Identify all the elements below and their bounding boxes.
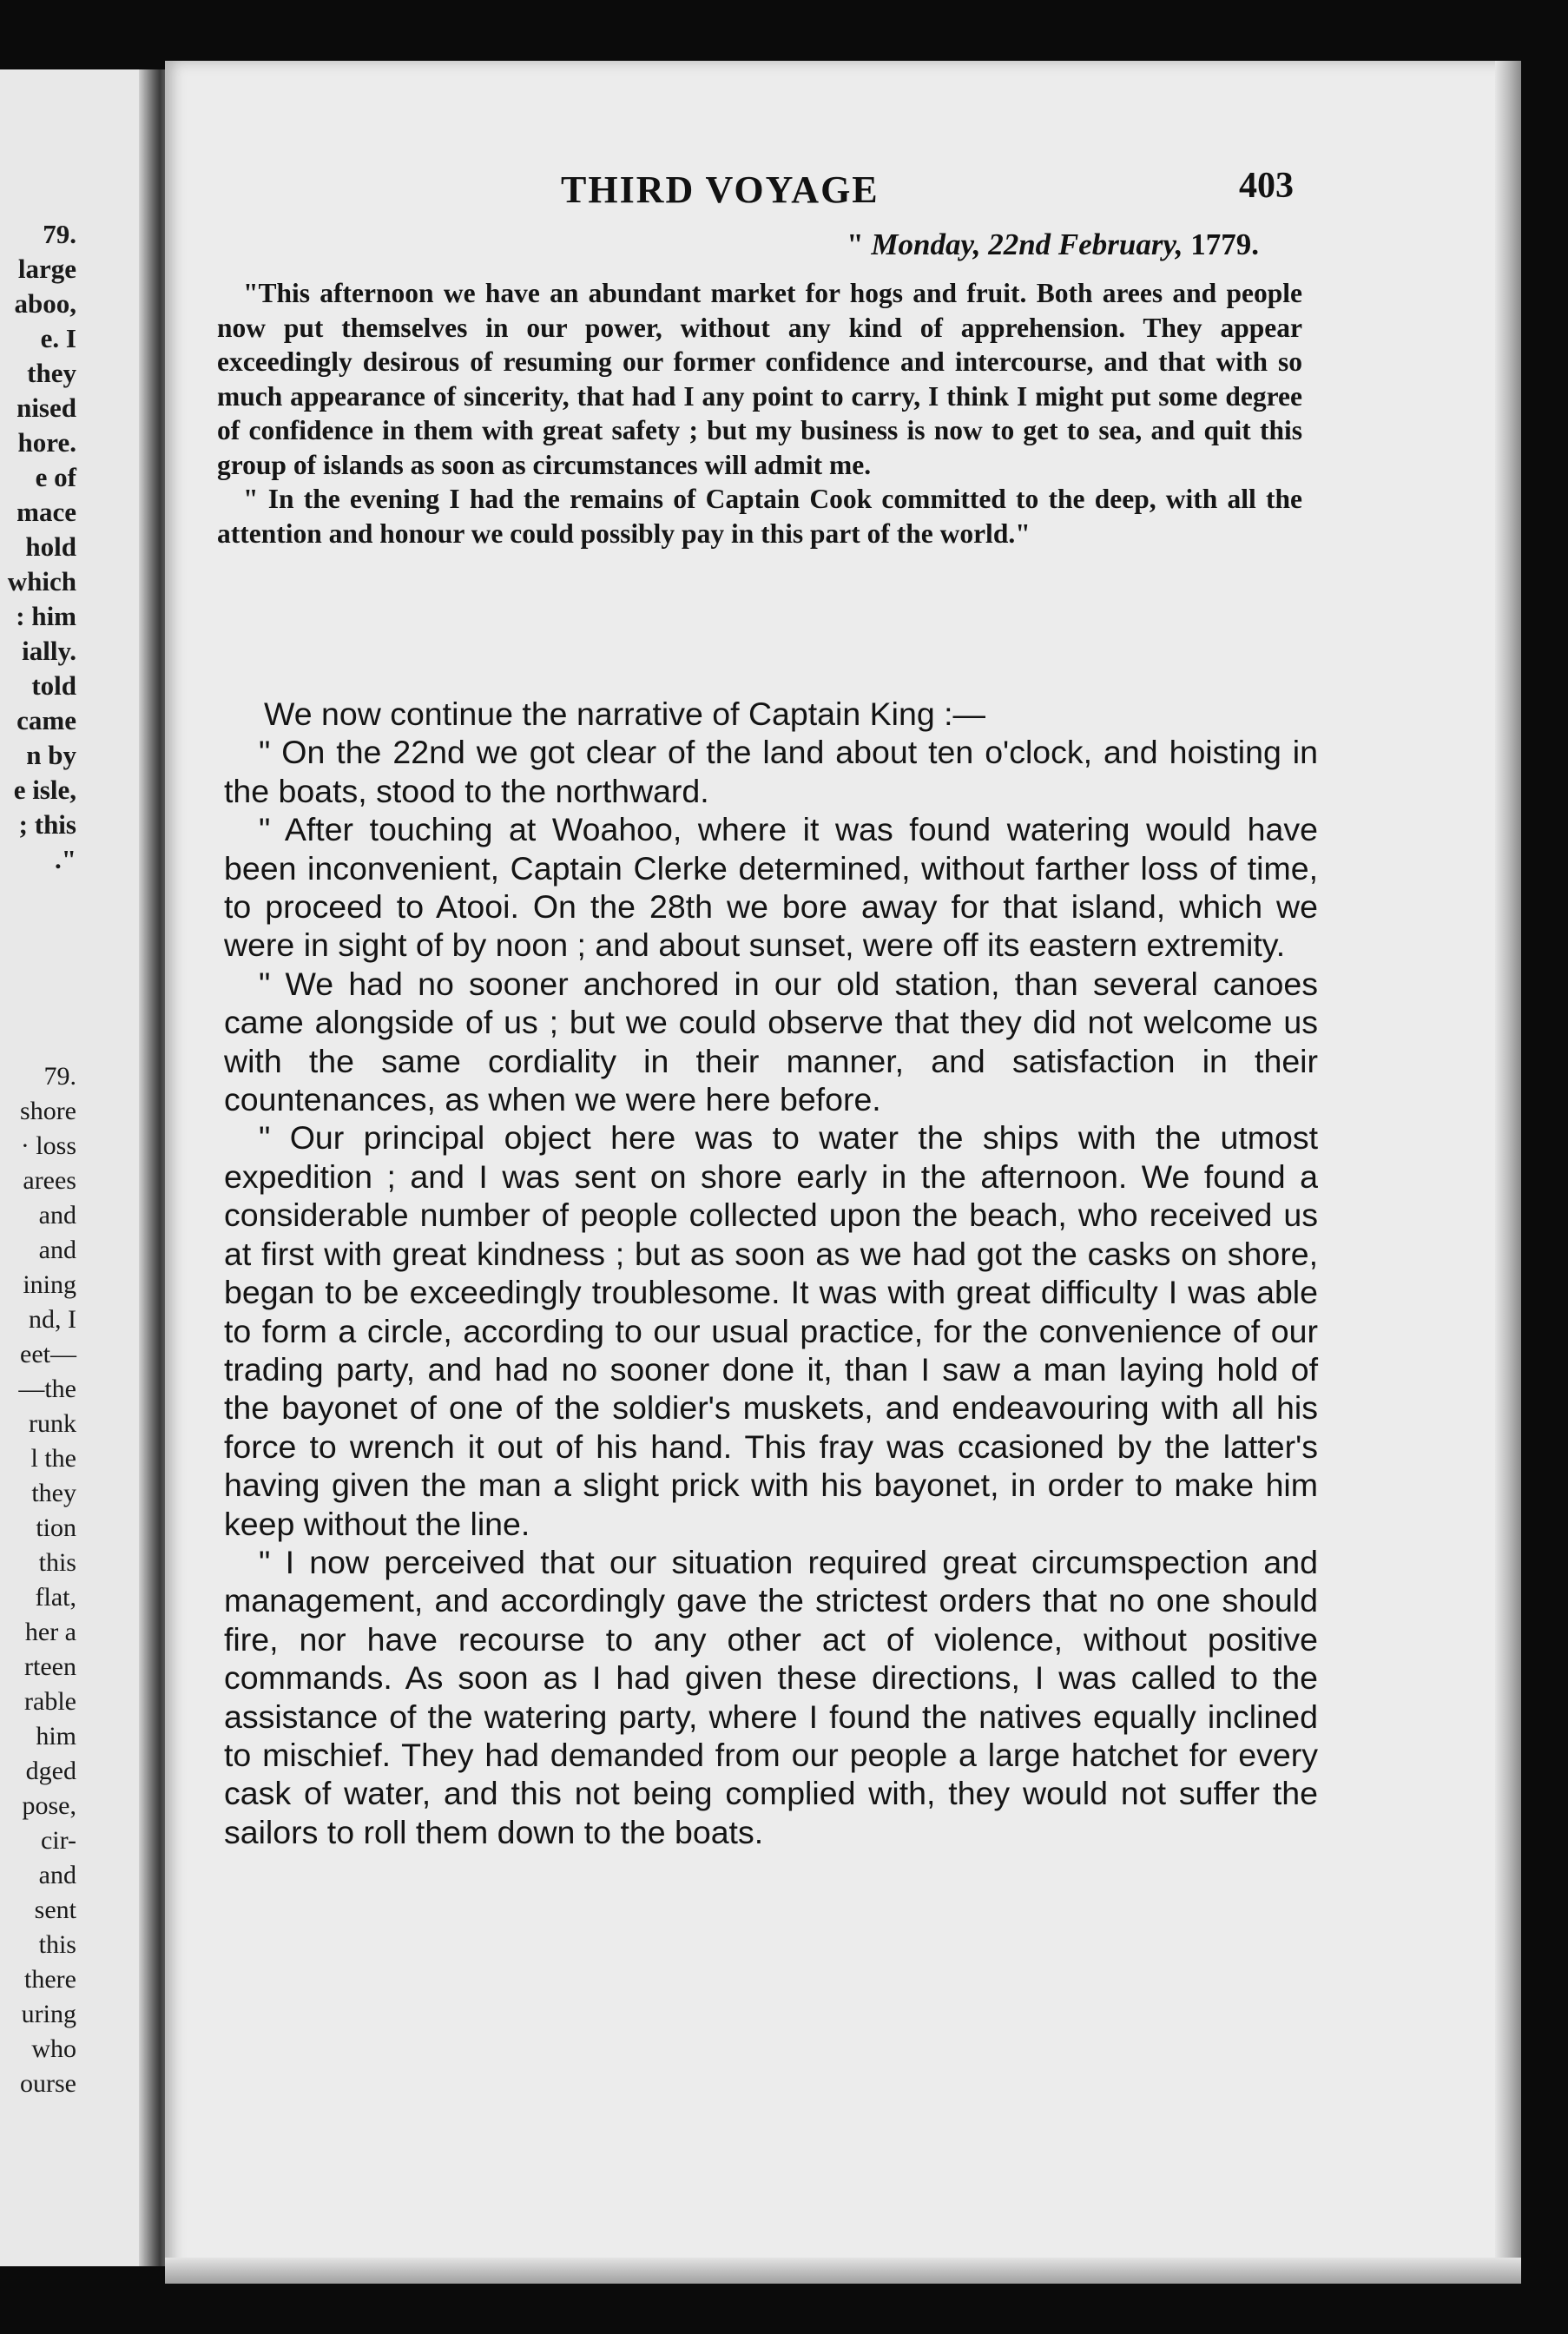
left-page-line: rable xyxy=(24,1687,76,1716)
left-page-line: flat, xyxy=(35,1583,76,1612)
left-page-line: e isle, xyxy=(13,775,76,805)
left-page-line: ." xyxy=(55,844,76,874)
page-number: 403 xyxy=(1239,166,1294,206)
left-page-line: runk xyxy=(29,1409,76,1438)
left-page-line: they xyxy=(27,358,76,388)
left-page-line: they xyxy=(31,1479,76,1507)
left-page-line: and xyxy=(38,1201,76,1230)
left-page-line: uring xyxy=(21,2000,76,2028)
left-page-line: eet— xyxy=(20,1340,76,1368)
left-page-line: ining xyxy=(23,1270,76,1299)
left-page-line: ourse xyxy=(20,2069,76,2098)
left-page-line: mace xyxy=(16,497,76,527)
left-page-line: hold xyxy=(25,531,76,562)
left-page-line: dged xyxy=(25,1757,76,1785)
left-page-line: sent xyxy=(34,1896,76,1924)
narrative-text xyxy=(224,695,1318,1851)
left-page-fragment xyxy=(0,69,148,2266)
dateline-day-month: Monday, 22nd February, xyxy=(871,227,1183,261)
left-page-line: arees xyxy=(23,1166,76,1195)
left-page-line: there xyxy=(24,1965,76,1994)
narrative-paragraph: " After touching at Woahoo, where it was found watering would have been inconvenient, Captain Clerke determined, without farther loss of time, to proceed to Atooi. On the 28th we bore away for that island, which we were in sight of by noon ; and about sunset, were off its eastern extremity. xyxy=(224,811,1318,964)
dateline-open-quote: " xyxy=(847,227,864,261)
narrative-intro: We now continue the narrative of Captain King :— xyxy=(264,696,986,732)
narrative-paragraph: " Our principal object here was to water the ships with the utmost expedition ; and I was sent on shore early in the afternoon. We found a considerable number of people collected upon the beach, who received us at first with great kindness ; but as soon as we had got the casks on shore, began to be exceedingly troublesome. It was with great difficulty I was able to form a circle, according to our usual practice, for the convenience of our trading party, and had no sooner done it, than I saw a man laying hold of the bayonet of one of the soldier's muskets, and endeavouring with all his force to wrench it out of his hand. This fray was ccasioned by the latter's having given the man a slight prick with his bayonet, in order to make him keep without the line. xyxy=(224,1119,1318,1542)
left-page-line: n by xyxy=(26,740,76,770)
journal-paragraph: " In the evening I had the remains of Captain Cook committed to the deep, with all the attention and honour we could possibly pay in this part of the world." xyxy=(217,484,1302,549)
journal-paragraph: "This afternoon we have an abundant market for hogs and fruit. Both arees and people now put themselves in our power, without any kind of apprehension. They appear exceedingly desirous of resuming our former confidence and intercourse, and that with so much appearance of sincerity, that had I any point to carry, I think I might put some degree of confidence in them with great safety ; but my business is now to get to sea, and quit this group of islands as soon as circumstances will admit me. xyxy=(217,278,1302,480)
left-page-line: e. I xyxy=(40,323,76,353)
left-page-line: ; this xyxy=(18,809,76,840)
left-page-line: e of xyxy=(35,462,76,492)
left-page-line: and xyxy=(38,1861,76,1889)
dateline-year: 1779. xyxy=(1190,227,1259,261)
left-page-line: which xyxy=(7,566,76,597)
left-page-line: aboo, xyxy=(14,288,76,319)
left-page-line: him xyxy=(36,1722,76,1750)
narrative-paragraph: " On the 22nd we got clear of the land about ten o'clock, and hoisting in the boats, stood to the northward. xyxy=(224,734,1318,809)
left-page-line: this xyxy=(38,1548,76,1577)
running-title: THIRD VOYAGE xyxy=(561,168,880,211)
left-page-line: and xyxy=(38,1236,76,1264)
left-page-line: : him xyxy=(16,601,76,631)
left-page-line: her a xyxy=(24,1618,76,1646)
left-page-line: hore. xyxy=(17,427,76,458)
left-page-line: told xyxy=(31,670,76,701)
left-page-line: l the xyxy=(30,1444,76,1473)
left-page-line: —the xyxy=(18,1375,76,1403)
left-page-line: · loss xyxy=(20,1131,76,1160)
page-bottom-edge xyxy=(165,2258,1521,2284)
left-page-line: 79. xyxy=(43,1062,76,1091)
left-page-line: shore xyxy=(20,1097,76,1125)
page-edge xyxy=(1495,61,1521,2284)
left-page-line: nised xyxy=(16,392,76,423)
narrative-paragraph: " We had no sooner anchored in our old station, than several canoes came alongside of us ; but we could observe that they did not welcome us with the same cordiality in their manner, and satisfaction in their countenances, as when we were here before. xyxy=(224,965,1318,1118)
left-page-line: large xyxy=(17,254,76,284)
left-page-line: ially. xyxy=(22,636,76,666)
journal-dateline xyxy=(217,227,1259,262)
journal-extract xyxy=(217,276,1302,551)
page-header xyxy=(217,161,1294,213)
left-page-line: nd, I xyxy=(29,1305,76,1334)
narrative-paragraph: " I now perceived that our situation required great circumspection and management, and accordingly gave the strictest orders that no one should fire, nor have recourse to any other act of violence, without positive commands. As soon as I had given these directions, I was called to the assistance of the watering party, where I found the natives equally inclined to mischief. They had demanded from our people a large hatchet for every cask of water, and this not being complied with, they would not suffer the sailors to roll them down to the boats. xyxy=(224,1543,1318,1850)
left-page-line: 79. xyxy=(43,219,76,249)
left-page-line: came xyxy=(16,705,76,735)
left-page-line: rteen xyxy=(24,1652,76,1681)
left-page-line: tion xyxy=(36,1513,76,1542)
left-page-line: this xyxy=(38,1930,76,1959)
left-page-line: cir- xyxy=(40,1826,76,1855)
left-page-line: who xyxy=(31,2034,76,2063)
left-page-line: pose, xyxy=(22,1791,76,1820)
